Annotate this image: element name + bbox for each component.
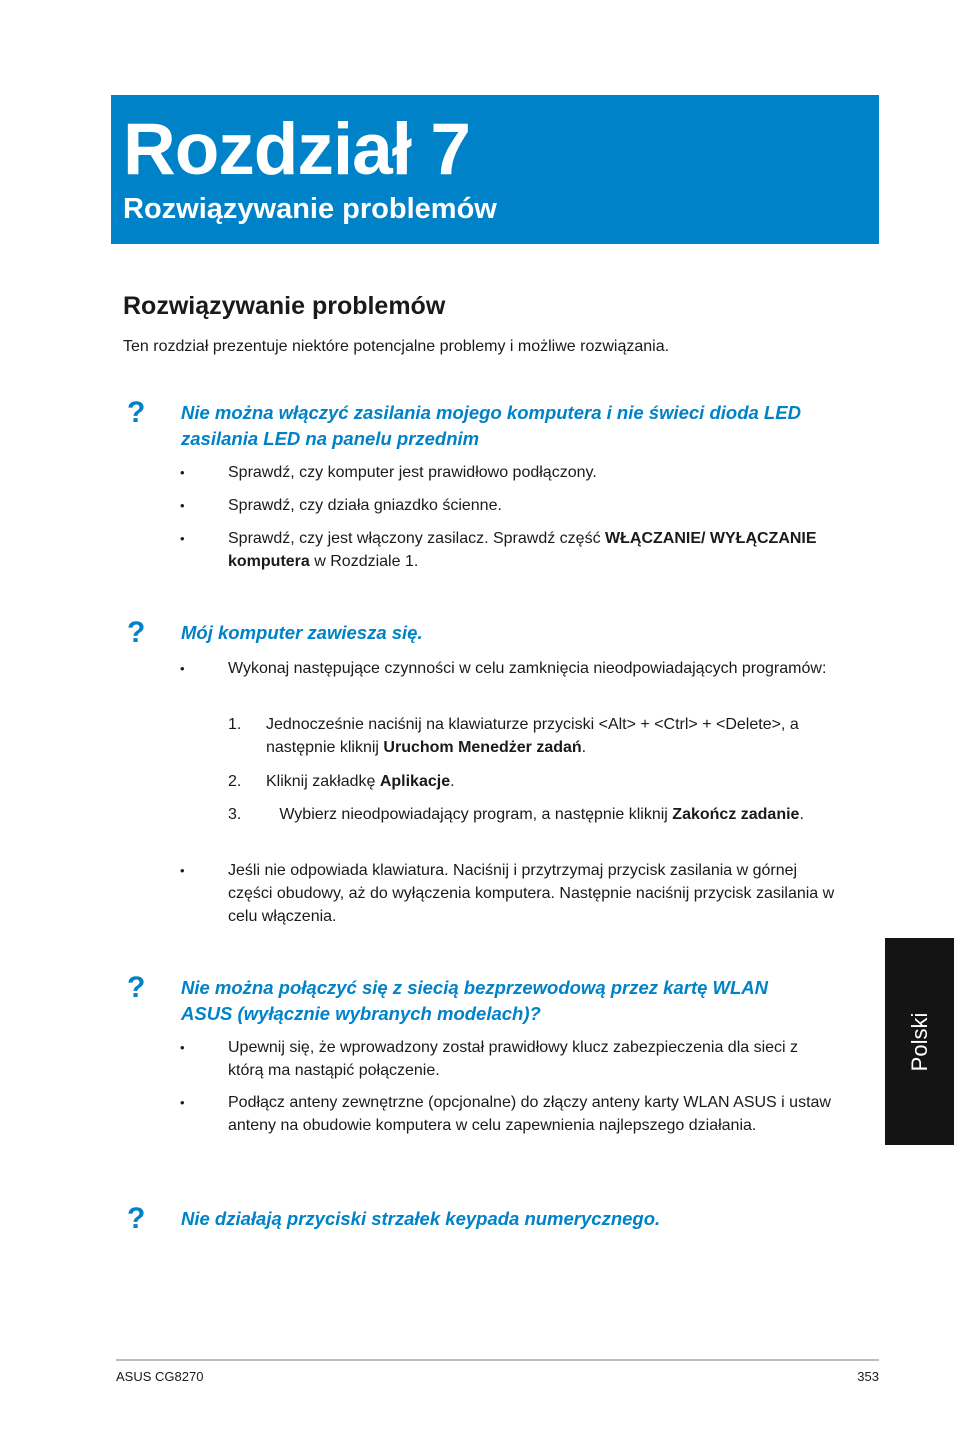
text-run: Kliknij zakładkę	[266, 773, 380, 790]
bold-text: Aplikacje	[379, 773, 451, 790]
text-run: .	[450, 773, 455, 790]
section-intro: Ten rozdział prezentuje niektóre potencjalne problemy i możliwe rozwiązania.	[123, 338, 670, 355]
list-item-text: Sprawdź, czy komputer jest prawidłowo podłączony.	[228, 464, 597, 481]
question-mark-icon: ?	[127, 1202, 146, 1235]
step-number: 1.	[228, 716, 242, 733]
bold-text: WŁĄCZANIE/ WYŁĄCZANIE komputera	[228, 530, 817, 570]
list-item-text	[228, 527, 836, 573]
question-text: Nie można włączyć zasilania mojego komputera i nie świeci dioda LED zasilania LED na panelu przednim	[181, 402, 801, 449]
text-run: Wybierz nieodpowiadający program, a następnie kliknij	[279, 806, 673, 823]
text-run: .	[799, 806, 804, 823]
question-text: Nie można połączyć się z siecią bezprzewodową przez kartę WLAN ASUS (wyłącznie wybranych modelach)?	[181, 977, 769, 1024]
text-run: Jednocześnie naciśnij na klawiaturze przyciski <Alt> + <Ctrl> + <Delete>, a następnie kliknij	[266, 716, 799, 756]
step-number: 3.	[228, 806, 242, 823]
chapter-subtitle: Rozwiązywanie problemów	[123, 193, 497, 225]
bullet-icon: •	[180, 661, 185, 676]
question-text: Nie działają przyciski strzałek keypada numerycznego.	[181, 1208, 661, 1229]
text-run: w Rozdziale 1.	[309, 553, 419, 570]
step-text	[228, 803, 836, 826]
question-mark-icon: ?	[127, 616, 146, 649]
section-title: Rozwiązywanie problemów	[123, 292, 446, 320]
list-item-text: Jeśli nie odpowiada klawiatura. Naciśnij i przytrzymaj przycisk zasilania w górnej części obudowy, aż do wyłączenia komputera. Następnie naciśnij przycisk zasilania w celu włączenia.	[228, 862, 835, 925]
language-tab-label: Polski	[906, 1012, 932, 1071]
list-item-text: Wykonaj następujące czynności w celu zamknięcia nieodpowiadających programów:	[228, 660, 827, 677]
language-tab	[885, 938, 954, 1145]
question-mark-icon: ?	[127, 396, 146, 429]
step-text	[266, 770, 836, 793]
list-item-text: Upewnij się, że wprowadzony został prawidłowy klucz zabezpieczenia dla sieci z którą ma nastąpić połączenie.	[228, 1039, 799, 1079]
bullet-icon: •	[180, 1040, 185, 1055]
bullet-icon: •	[180, 498, 185, 513]
bullet-icon: •	[180, 531, 185, 546]
footer-model: ASUS CG8270	[116, 1369, 204, 1384]
list-item-text: Sprawdź, czy działa gniazdko ścienne.	[228, 497, 502, 514]
question-mark-icon: ?	[127, 971, 146, 1004]
list-item-text: Podłącz anteny zewnętrzne (opcjonalne) do złączy anteny karty WLAN ASUS i ustaw anteny na obudowie komputera w celu zapewnienia najlepszego działania.	[228, 1094, 831, 1134]
text-run: .	[581, 739, 587, 756]
bullet-icon: •	[180, 465, 185, 480]
bold-text: Uruchom Menedżer zadań	[383, 739, 582, 756]
step-text	[266, 713, 836, 759]
bold-text: Zakończ zadanie	[672, 806, 800, 823]
question-text: Mój komputer zawiesza się.	[181, 622, 423, 643]
chapter-banner	[111, 95, 879, 244]
chapter-title: Rozdział 7	[123, 109, 470, 190]
footer-divider	[116, 1359, 879, 1361]
text-run: Sprawdź, czy jest włączony zasilacz. Sprawdź część	[228, 530, 606, 547]
bullet-icon: •	[180, 1095, 185, 1110]
page-number: 353	[857, 1369, 879, 1384]
step-number: 2.	[228, 773, 242, 790]
bullet-icon: •	[180, 863, 185, 878]
